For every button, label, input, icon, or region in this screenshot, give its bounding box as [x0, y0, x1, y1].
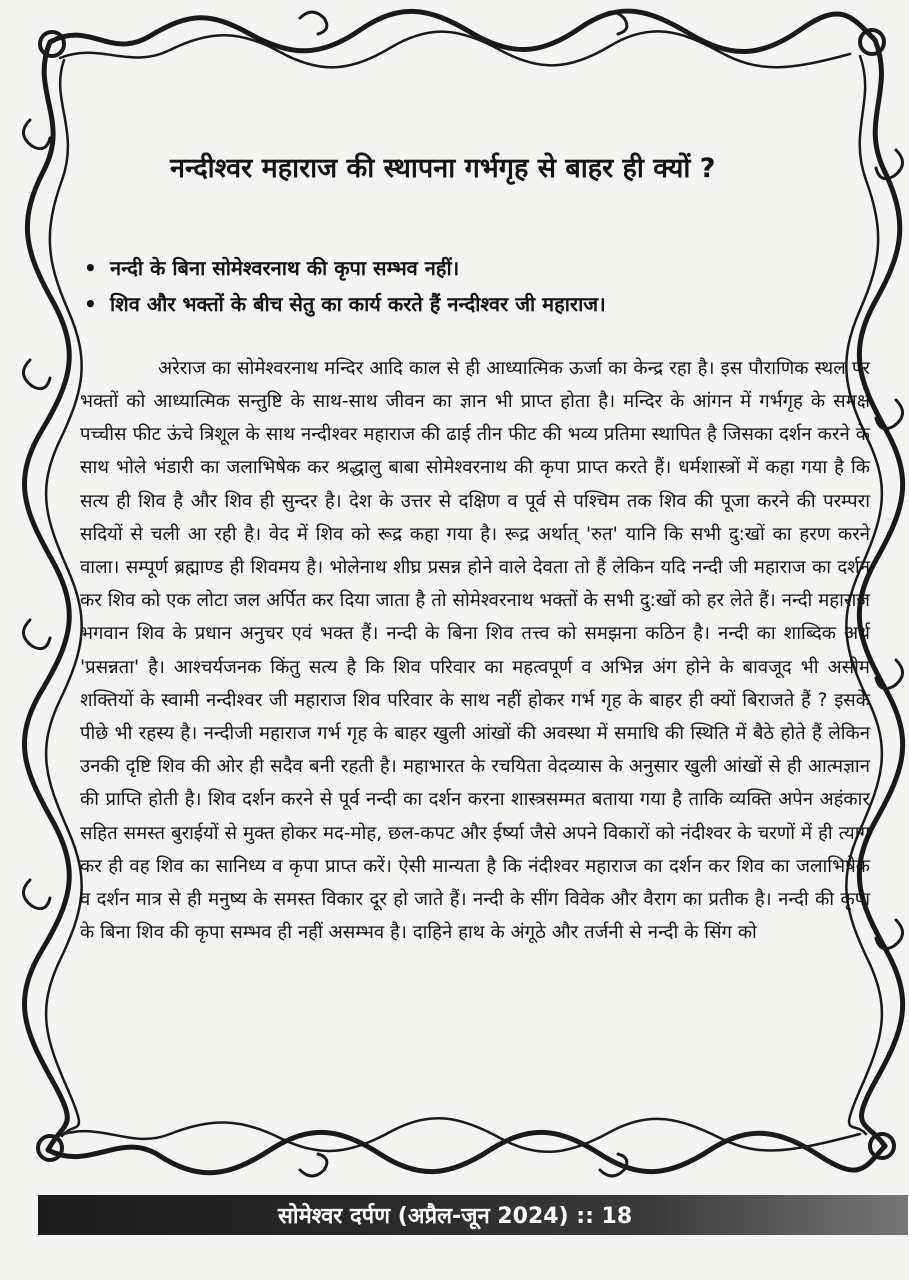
highlight-list [80, 250, 870, 322]
article-body: अरेराज का सोमेश्वरनाथ मन्दिर आदि काल से ही आध्यात्मिक ऊर्जा का केन्द्र रहा है। इस पौराणिक स्थल पर भक्तों को आध्यात्मिक सन्तुष्टि के साथ-साथ जीवन का ज्ञान भी प्राप्त होता है। मन्दिर के आंगन में गर्भगृह के समक्ष पच्चीस फीट ऊंचे त्रिशूल के साथ नन्दीश्वर महाराज की ढाई तीन फीट की भव्य प्रतिमा स्थापित है जिसका दर्शन करने के साथ भोले भंडारी का जलाभिषेक कर श्रद्धालु बाबा सोमेश्वरनाथ की कृपा प्राप्त करते हैं। धर्मशास्त्रों में कहा गया है कि सत्य ही शिव है और शिव ही सुन्दर है। देश के उत्तर से दक्षिण व पूर्व से पश्चिम तक शिव की पूजा करने की परम्परा सदियों से चली आ रही है। वेद में शिव को रूद्र कहा गया है। रूद्र अर्थात् 'रुत' यानि कि सभी दु:खों का हरण करने वाला। सम्पूर्ण ब्रह्माण्ड ही शिवमय है। भोलेनाथ शीघ्र प्रसन्न होने वाले देवता तो हैं लेकिन यदि नन्दी जी महाराज का दर्शन कर शिव को एक लोटा जल अर्पित कर दिया जाता है तो सोमेश्वरनाथ भक्तों के सभी दु:खों को हर लेते हैं। नन्दी महाराज भगवान शिव के प्रधान अनुचर एवं भक्त हैं। नन्दी के बिना शिव तत्त्व को समझना कठिन है। नन्दी का शाब्दिक अर्थ 'प्रसन्नता' है। आश्चर्यजनक किंतु सत्य है कि शिव परिवार का महत्वपूर्ण व अभिन्न अंग होने के बावजूद भी असीम शक्तियों के स्वामी नन्दीश्वर जी महाराज शिव परिवार के साथ नहीं होकर गर्भ गृह के बाहर ही क्यों बिराजते हैं ? इसके पीछे भी रहस्य है। नन्दीजी महाराज गर्भ गृह के बाहर खुली आंखों की अवस्था में समाधि की स्थिति में बैठे होते हैं लेकिन उनकी दृष्टि शिव की ओर ही सदैव बनी रहती है। महाभारत के रचयिता वेदव्यास के अनुसार खुली आंखों से ही आत्मज्ञान की प्राप्ति होती है। शिव दर्शन करने से पूर्व नन्दी का दर्शन करना शास्त्रसम्मत बताया गया है ताकि व्यक्ति अपेन अहंकार सहित समस्त बुराईयों से मुक्त होकर मद-मोह, छल-कपट और ईर्ष्या जैसे अपने विकारों को नंदीश्वर के चरणों में ही त्याग कर ही वह शिव का सानिध्य व कृपा प्राप्त करें। ऐसी मान्यता है कि नंदीश्वर महाराज का दर्शन कर शिव का जलाभिषेक व दर्शन मात्र से ही मनुष्य के समस्त विकार दूर हो जाते हैं। नन्दी के सींग विवेक और वैराग का प्रतीक है। नन्दी की कृपा के बिना शिव की कृपा सम्भव ही नहीं असम्भव है। दाहिने हाथ के अंगूठे और तर्जनी से नन्दी के सिंग को [80, 357, 870, 944]
article-title: नन्दीश्वर महाराज की स्थापना गर्भगृह से बाहर ही क्यों ? [170, 153, 716, 184]
highlight-item: • शिव और भक्तों के बीच सेतु का कार्य करते हैं नन्दीश्वर जी महाराज। [80, 286, 870, 322]
footer-publication-and-page: सोमेश्वर दर्पण (अप्रैल-जून 2024) :: 18 [278, 1204, 633, 1229]
page-footer [38, 1183, 908, 1249]
article [80, 150, 870, 949]
highlight-item: • नन्दी के बिना सोमेश्वरनाथ की कृपा सम्भव नहीं। [80, 250, 870, 286]
